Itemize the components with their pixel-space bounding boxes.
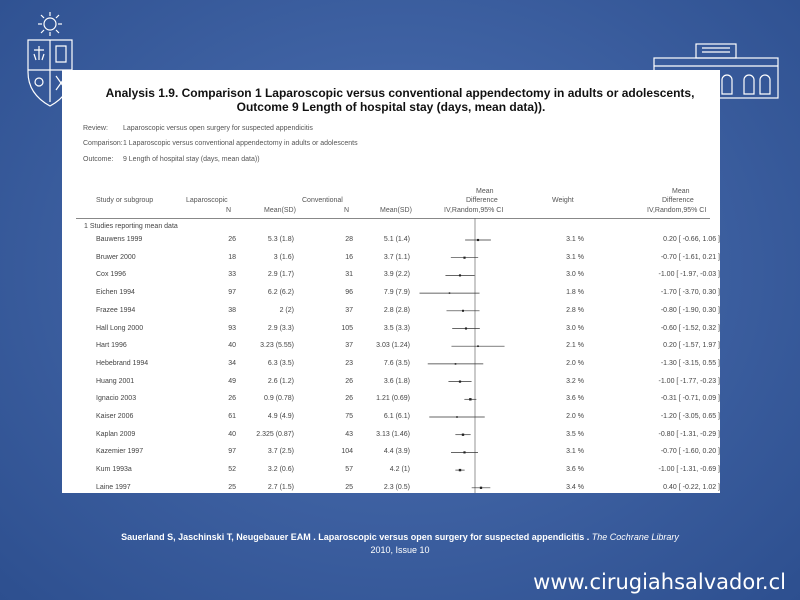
lap-mean-sd: 3.2 (0.6) <box>267 466 294 474</box>
lap-n: 61 <box>228 413 236 420</box>
point-estimate-marker <box>459 381 461 383</box>
lap-n: 97 <box>228 448 236 456</box>
mean-difference-ci: -1.00 [ -1.97, -0.03 ] <box>658 271 720 279</box>
table-row <box>62 466 720 478</box>
review-value: Laparoscopic versus open surgery for suspected appendicitis <box>122 125 313 132</box>
lap-n: 52 <box>228 466 236 474</box>
mean-difference-ci: -1.30 [ -3.15, 0.55 ] <box>660 359 720 367</box>
mean-difference-ci: -1.20 [ -3.05, 0.65 ] <box>660 413 720 420</box>
review-line <box>83 125 313 132</box>
table-row <box>62 236 720 248</box>
lap-n: 97 <box>228 289 236 297</box>
mean-difference-ci: -1.00 [ -1.31, -0.69 ] <box>658 466 720 474</box>
mean-difference-ci: -0.31 [ -0.71, 0.09 ] <box>660 395 720 403</box>
conv-n: 57 <box>345 466 353 474</box>
conv-n: 43 <box>345 430 353 438</box>
lap-n: 38 <box>228 306 236 314</box>
conv-n: 16 <box>345 253 353 261</box>
weight: 2.1 % <box>566 342 584 350</box>
lap-n: 34 <box>228 359 236 367</box>
mean-difference-ci: -1.70 [ -3.70, 0.30 ] <box>660 289 720 297</box>
lap-mean-sd: 2 (2) <box>279 306 294 314</box>
conv-mean-sd: 3.13 (1.46) <box>376 430 410 438</box>
header-weight: Weight <box>552 197 574 204</box>
conv-mean-sd: 1.21 (0.69) <box>376 395 410 403</box>
table-row <box>62 254 720 266</box>
point-estimate-marker <box>463 257 465 259</box>
weight: 3.4 % <box>566 483 584 491</box>
table-row <box>62 395 720 407</box>
analysis-title <box>62 86 720 114</box>
conv-n: 26 <box>345 377 353 385</box>
lap-n: 40 <box>228 430 236 438</box>
conv-n: 31 <box>345 271 353 279</box>
table-row <box>62 448 720 460</box>
table-row <box>62 378 720 390</box>
header-laparoscopic: Laparoscopic <box>186 197 228 204</box>
header-lap-n: N <box>226 207 232 214</box>
conv-mean-sd: 3.5 (3.3) <box>383 324 410 332</box>
mean-difference-ci: -0.80 [ -1.31, -0.29 ] <box>658 430 720 438</box>
header-study: Study or subgroup <box>96 197 154 204</box>
lap-mean-sd: 0.9 (0.78) <box>264 395 294 403</box>
conv-mean-sd: 3.9 (2.2) <box>383 271 410 279</box>
conv-n: 105 <box>341 324 353 332</box>
weight: 2.0 % <box>566 359 584 367</box>
subgroup-label: 1 Studies reporting mean data <box>84 223 178 230</box>
citation <box>0 531 800 557</box>
point-estimate-marker <box>459 469 461 471</box>
header-mdci-1: Mean <box>672 188 690 195</box>
study-name: Kaplan 2009 <box>96 430 136 438</box>
header-conv-n: N <box>344 207 350 214</box>
study-name: Hebebrand 1994 <box>96 359 149 367</box>
weight: 2.0 % <box>566 413 584 420</box>
conv-mean-sd: 3.7 (1.1) <box>383 253 410 261</box>
mean-difference-ci: -0.80 [ -1.90, 0.30 ] <box>660 306 720 314</box>
outcome-label: Outcome: <box>83 156 114 163</box>
lap-n: 26 <box>228 395 236 403</box>
point-estimate-marker <box>469 398 471 400</box>
conv-mean-sd: 2.8 (2.8) <box>383 306 410 314</box>
conv-n: 104 <box>341 448 353 456</box>
header-rule <box>76 218 710 219</box>
comparison-line <box>83 140 358 147</box>
header-mdci-3: IV,Random,95% CI <box>647 207 707 214</box>
weight: 3.0 % <box>566 324 584 332</box>
header-lap-mean: Mean(SD) <box>264 207 296 214</box>
weight: 3.1 % <box>566 236 584 243</box>
weight: 3.1 % <box>566 448 584 456</box>
table-row <box>62 413 720 425</box>
study-name: Huang 2001 <box>96 377 135 385</box>
conv-n: 96 <box>345 289 353 297</box>
header-mdci-2: Difference <box>662 197 694 204</box>
lap-n: 18 <box>228 253 236 261</box>
conv-mean-sd: 6.1 (6.1) <box>383 413 410 420</box>
study-name: Cox 1996 <box>96 271 126 279</box>
conv-mean-sd: 4.2 (1) <box>389 466 410 474</box>
point-estimate-marker <box>477 239 479 241</box>
comparison-value: 1 Laparoscopic versus conventional appendectomy in adults or adolescents <box>122 140 358 147</box>
conv-n: 25 <box>345 483 353 491</box>
header-conventional: Conventional <box>302 197 343 204</box>
study-name: Eichen 1994 <box>96 289 135 297</box>
comparison-label: Comparison: <box>83 140 123 147</box>
conv-n: 23 <box>345 359 353 367</box>
weight: 3.2 % <box>566 377 584 385</box>
analysis-title-line2: Outcome 9 Length of hospital stay (days, mean data)). <box>236 100 546 114</box>
lap-mean-sd: 3.7 (2.5) <box>267 448 294 456</box>
conv-mean-sd: 3.6 (1.8) <box>383 377 410 385</box>
study-name: Kum 1993a <box>96 466 132 474</box>
point-estimate-marker <box>462 434 464 436</box>
conv-mean-sd: 5.1 (1.4) <box>383 236 410 243</box>
weight: 3.0 % <box>566 271 584 279</box>
point-estimate-marker <box>456 416 458 418</box>
table-row <box>62 289 720 301</box>
weight: 3.1 % <box>566 253 584 261</box>
study-name: Laine 1997 <box>96 483 131 491</box>
mean-difference-ci: -0.60 [ -1.52, 0.32 ] <box>660 324 720 332</box>
point-estimate-marker <box>480 487 482 489</box>
lap-n: 93 <box>228 324 236 332</box>
conv-n: 28 <box>345 236 353 243</box>
lap-n: 25 <box>228 483 236 491</box>
weight: 1.8 % <box>566 289 584 297</box>
study-name: Bauwens 1999 <box>96 236 143 243</box>
study-name: Hall Long 2000 <box>96 324 144 332</box>
lap-mean-sd: 2.325 (0.87) <box>256 430 294 438</box>
weight: 3.5 % <box>566 430 584 438</box>
lap-mean-sd: 2.6 (1.2) <box>267 377 294 385</box>
table-row <box>62 484 720 493</box>
mean-difference-ci: 0.40 [ -0.22, 1.02 ] <box>663 483 720 491</box>
lap-mean-sd: 6.2 (6.2) <box>267 289 294 297</box>
outcome-line <box>83 156 260 163</box>
study-name: Frazee 1994 <box>96 306 136 314</box>
lap-mean-sd: 2.7 (1.5) <box>267 483 294 491</box>
citation-issue: 2010, Issue 10 <box>370 545 430 555</box>
point-estimate-marker <box>477 345 479 347</box>
conv-n: 37 <box>345 342 353 350</box>
study-name: Ignacio 2003 <box>96 395 137 403</box>
study-name: Kazemier 1997 <box>96 448 144 456</box>
conv-n: 37 <box>345 306 353 314</box>
table-row <box>62 325 720 337</box>
conv-mean-sd: 2.3 (0.5) <box>383 483 410 491</box>
outcome-value: 9 Length of hospital stay (days, mean data)) <box>122 156 260 163</box>
point-estimate-marker <box>455 363 457 365</box>
mean-difference-ci: -1.00 [ -1.77, -0.23 ] <box>658 377 720 385</box>
lap-mean-sd: 5.3 (1.8) <box>267 236 294 243</box>
point-estimate-marker <box>465 327 467 329</box>
lap-mean-sd: 4.9 (4.9) <box>267 413 294 420</box>
citation-authors: Sauerland S, Jaschinski T, Neugebauer EAM . Laparoscopic versus open surgery for suspected appendicitis . <box>121 532 592 542</box>
point-estimate-marker <box>449 292 451 294</box>
header-md-3: IV,Random,95% CI <box>444 207 504 214</box>
analysis-title-line1: Analysis 1.9. Comparison 1 Laparoscopic versus conventional appendectomy in adults or adolescents, <box>105 86 695 100</box>
lap-mean-sd: 3.23 (5.55) <box>260 342 294 350</box>
mean-difference-ci: -0.70 [ -1.61, 0.21 ] <box>660 253 720 261</box>
conv-mean-sd: 7.9 (7.9) <box>383 289 410 297</box>
point-estimate-marker <box>459 274 461 276</box>
lap-mean-sd: 2.9 (1.7) <box>267 271 294 279</box>
header-md-2: Difference <box>466 197 498 204</box>
table-row <box>62 360 720 372</box>
study-name: Kaiser 2006 <box>96 413 134 420</box>
conv-mean-sd: 7.6 (3.5) <box>383 359 410 367</box>
table-row <box>62 342 720 354</box>
weight: 3.6 % <box>566 395 584 403</box>
lap-n: 40 <box>228 342 236 350</box>
citation-journal: The Cochrane Library <box>591 532 679 542</box>
conv-n: 75 <box>345 413 353 420</box>
lap-n: 26 <box>228 236 236 243</box>
table-row <box>62 431 720 443</box>
forest-plot <box>410 218 540 493</box>
conv-n: 26 <box>345 395 353 403</box>
header-conv-mean: Mean(SD) <box>380 207 412 214</box>
study-name: Hart 1996 <box>96 342 127 350</box>
conv-mean-sd: 4.4 (3.9) <box>383 448 410 456</box>
conv-mean-sd: 3.03 (1.24) <box>376 342 410 350</box>
website-url: www.cirugiahsalvador.cl <box>533 570 786 594</box>
lap-mean-sd: 3 (1.6) <box>273 253 294 261</box>
lap-mean-sd: 2.9 (3.3) <box>267 324 294 332</box>
lap-n: 49 <box>228 377 236 385</box>
review-label: Review: <box>83 125 108 132</box>
forest-plot-figure <box>62 70 720 493</box>
header-md-1: Mean <box>476 188 494 195</box>
mean-difference-ci: 0.20 [ -1.57, 1.97 ] <box>663 342 720 350</box>
mean-difference-ci: -0.70 [ -1.60, 0.20 ] <box>660 448 720 456</box>
point-estimate-marker <box>462 310 464 312</box>
weight: 3.6 % <box>566 466 584 474</box>
weight: 2.8 % <box>566 306 584 314</box>
table-row <box>62 271 720 283</box>
lap-n: 33 <box>228 271 236 279</box>
lap-mean-sd: 6.3 (3.5) <box>267 359 294 367</box>
table-row <box>62 307 720 319</box>
point-estimate-marker <box>463 451 465 453</box>
study-name: Bruwer 2000 <box>96 253 136 261</box>
mean-difference-ci: 0.20 [ -0.66, 1.06 ] <box>663 236 720 243</box>
